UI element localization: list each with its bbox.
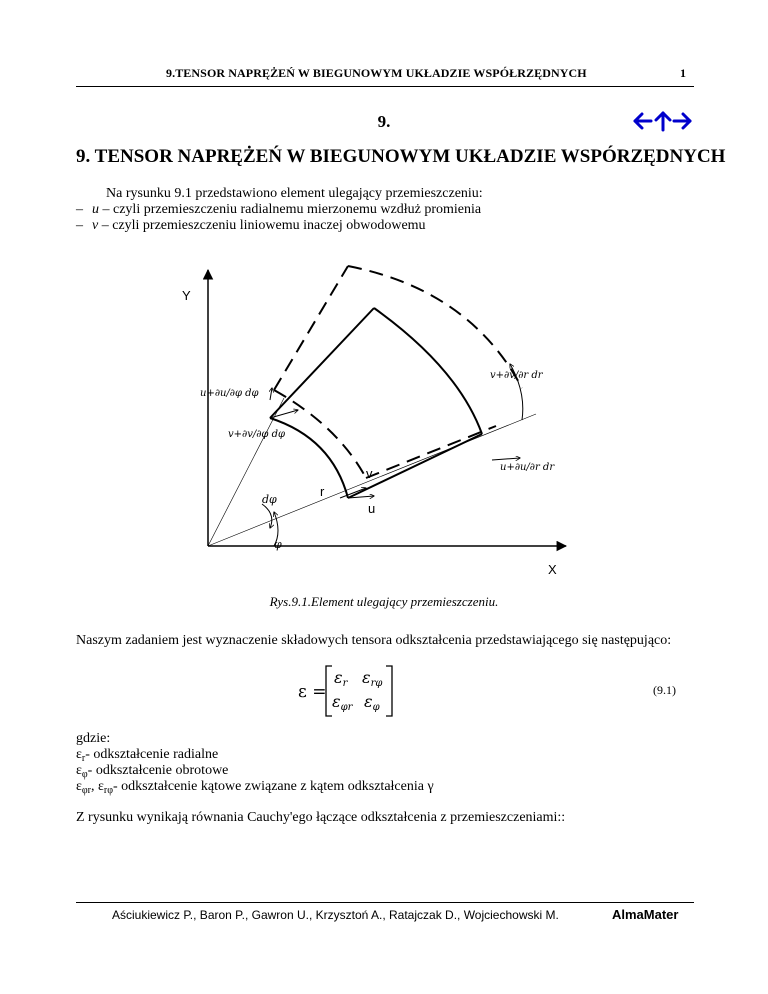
label-v: v: [366, 466, 373, 481]
running-header: 9.TENSOR NAPRĘŻEŃ W BIEGUNOWYM UKŁADZIE WSPÓŁRZĘDNYCH: [166, 66, 587, 80]
def2-sub: φ: [81, 769, 88, 780]
deformed-top-edge: [274, 266, 348, 390]
def3-sub2: rφ: [103, 785, 113, 796]
def3-sub: φr: [81, 785, 91, 796]
outer-arc: [374, 308, 482, 434]
symbol-v: v: [92, 218, 99, 233]
bullet-u: [76, 202, 481, 218]
matrix-e21-sub: φr: [340, 702, 353, 713]
footer-brand: AlmaMater: [612, 907, 679, 922]
bullet-dash: –: [76, 202, 83, 217]
matrix-e22: [364, 692, 380, 713]
label-v-dphi: v+∂v/∂φ dφ: [228, 429, 285, 440]
def1-symbol: ε: [76, 747, 82, 762]
paragraph-cauchy: Z rysunku wynikają równania Cauchy'ego łączące odkształcenia z przemieszczeniami::: [76, 810, 566, 825]
top-edge: [270, 308, 374, 418]
bullet-v-text: – czyli przemieszczeniu liniowemu inaczej obwodowemu: [101, 218, 426, 233]
matrix-e12: [362, 668, 382, 689]
intro-line: Na rysunku 9.1 przedstawiono element ulegający przemieszczeniu:: [106, 186, 483, 201]
page-number: 1: [680, 66, 686, 80]
footer-rule: [76, 902, 694, 903]
gdzie-label: gdzie:: [76, 731, 111, 746]
footer-authors: Aściukiewicz P., Baron P., Gawron U., Krzysztoń A., Ratajczak D., Wojciechowski M.: [112, 908, 559, 922]
left-arrow-icon[interactable]: [635, 114, 651, 128]
deformed-inner-arc: [274, 390, 366, 478]
matrix-e21: [332, 692, 352, 713]
label-v-dr: v+∂v/∂r dr: [490, 370, 543, 381]
matrix-e11-sub: r: [342, 678, 348, 689]
dphi-arc: [262, 504, 272, 528]
matrix-e12-sym: ε: [362, 668, 371, 687]
def3-symbol2: ε: [98, 779, 104, 794]
def2-symbol: ε: [76, 763, 82, 778]
label-u-dphi: u+∂u/∂φ dφ: [200, 388, 259, 399]
matrix-e22-sub: φ: [372, 702, 380, 713]
matrix-e11: [334, 668, 347, 689]
def3-text: - odkształcenie kątowe związane z kątem odkształcenia γ: [113, 779, 434, 794]
bullet-dash: –: [76, 218, 83, 233]
up-arrow-icon[interactable]: [656, 113, 670, 130]
chapter-number: 9.: [377, 112, 391, 131]
matrix-e12-sub: rφ: [370, 678, 383, 689]
paragraph-intro-tensor: Naszym zadaniem jest wyznaczenie składowych tensora odkształcenia przedstawiającego się następująco:: [76, 633, 672, 648]
label-phi: φ: [274, 538, 282, 551]
y-axis-label: Y: [182, 288, 191, 303]
right-arrow-icon[interactable]: [674, 114, 690, 128]
epsilon-symbol: ε =: [298, 682, 327, 702]
figure-caption: Rys.9.1.Element ulegający przemieszczeniu.: [269, 594, 499, 609]
u-dphi-vector: [270, 388, 272, 400]
def3-symbol: ε: [76, 779, 82, 794]
def3-sep: ,: [91, 779, 98, 794]
symbol-u: u: [92, 202, 99, 217]
matrix-e11-sym: ε: [334, 668, 343, 687]
label-u: u: [368, 501, 376, 516]
nav-arrows: [632, 108, 694, 134]
label-r: r: [320, 484, 325, 499]
matrix-e22-sym: ε: [364, 692, 373, 711]
equation-lhs: [298, 682, 326, 702]
x-axis-label: X: [548, 562, 557, 577]
u-dr-vector: [492, 458, 520, 460]
def1-text: - odkształcenie radialne: [85, 747, 219, 762]
displacement-figure: [170, 260, 590, 580]
chapter-title: 9. TENSOR NAPRĘŻEŃ W BIEGUNOWYM UKŁADZIE WSPÓRZĘDNYCH: [76, 146, 726, 167]
bullet-u-text: – czyli przemieszczeniu radialnemu mierzonemu wzdłuż promienia: [102, 202, 482, 217]
label-dphi: dφ: [262, 493, 277, 506]
matrix-e21-sym: ε: [332, 692, 341, 711]
def1-sub: r: [81, 753, 86, 764]
definition-angular: [76, 779, 434, 799]
def2-text: - odkształcenie obrotowe: [87, 763, 229, 778]
label-u-dr: u+∂u/∂r dr: [500, 462, 555, 473]
radius-line-top: [208, 398, 284, 546]
bullet-v: [76, 218, 426, 234]
equation-number: (9.1): [653, 683, 676, 697]
deformed-bottom-edge: [366, 426, 496, 478]
header-rule: [76, 86, 694, 87]
